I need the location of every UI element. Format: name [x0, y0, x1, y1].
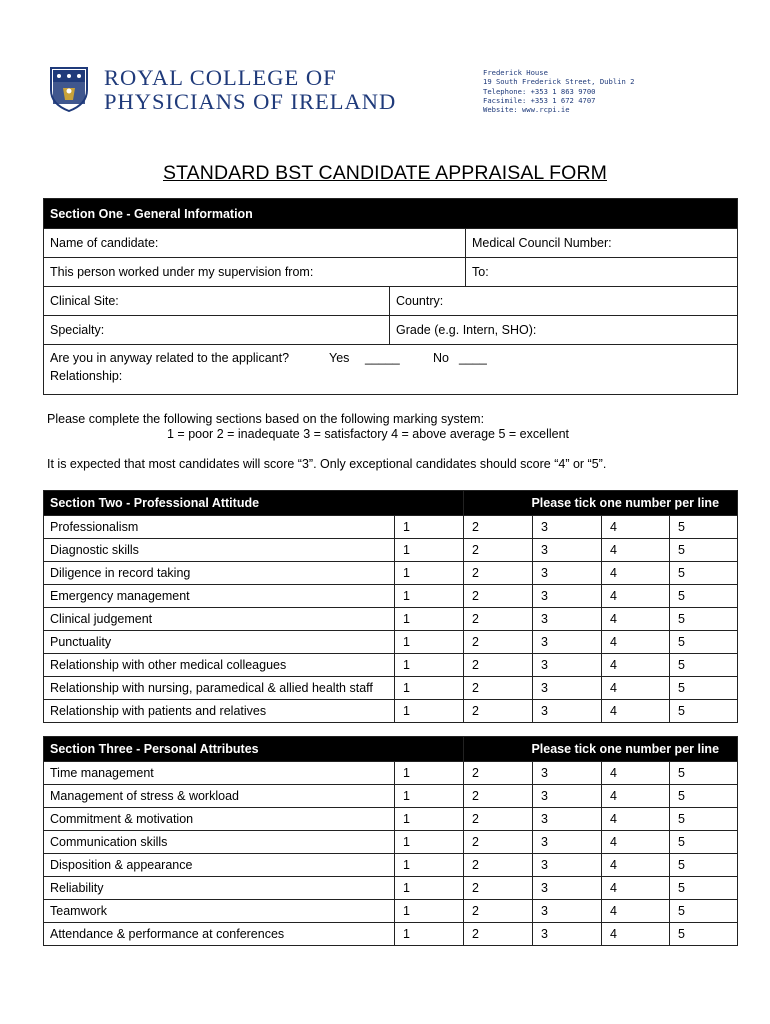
score-option-3[interactable]: 3: [533, 654, 602, 677]
score-option-4[interactable]: 4: [602, 631, 670, 654]
address-line: Website: www.rcpi.ie: [483, 105, 570, 115]
score-option-5[interactable]: 5: [670, 923, 738, 946]
score-option-1[interactable]: 1: [395, 516, 464, 539]
score-option-1[interactable]: 1: [395, 808, 464, 831]
score-option-4[interactable]: 4: [602, 539, 670, 562]
supervision-to-field[interactable]: To:: [466, 258, 738, 287]
score-option-2[interactable]: 2: [464, 608, 533, 631]
address-line: Frederick House: [483, 68, 548, 77]
score-option-4[interactable]: 4: [602, 854, 670, 877]
score-option-2[interactable]: 2: [464, 808, 533, 831]
score-option-3[interactable]: 3: [533, 677, 602, 700]
criterion-label: Diligence in record taking: [44, 562, 395, 585]
score-option-3[interactable]: 3: [533, 539, 602, 562]
score-option-2[interactable]: 2: [464, 762, 533, 785]
score-option-5[interactable]: 5: [670, 585, 738, 608]
tick-instruction: Please tick one number per line: [464, 737, 738, 762]
rating-row: [44, 700, 738, 723]
score-option-5[interactable]: 5: [670, 785, 738, 808]
score-option-5[interactable]: 5: [670, 631, 738, 654]
criterion-label: Professionalism: [44, 516, 395, 539]
score-option-4[interactable]: 4: [602, 877, 670, 900]
yes-label: Yes: [329, 351, 350, 365]
address-line: Telephone: +353 1 863 9700: [483, 86, 596, 96]
score-option-2[interactable]: 2: [464, 877, 533, 900]
rating-row: [44, 608, 738, 631]
score-option-5[interactable]: 5: [670, 562, 738, 585]
score-option-1[interactable]: 1: [395, 700, 464, 723]
score-option-1[interactable]: 1: [395, 539, 464, 562]
score-option-3[interactable]: 3: [533, 562, 602, 585]
college-address: [483, 68, 634, 114]
score-option-4[interactable]: 4: [602, 654, 670, 677]
score-option-4[interactable]: 4: [602, 562, 670, 585]
score-option-5[interactable]: 5: [670, 677, 738, 700]
score-option-3[interactable]: 3: [533, 631, 602, 654]
score-option-5[interactable]: 5: [670, 900, 738, 923]
score-option-2[interactable]: 2: [464, 631, 533, 654]
score-option-1[interactable]: 1: [395, 585, 464, 608]
score-option-4[interactable]: 4: [602, 785, 670, 808]
marking-scale-legend: 1 = poor 2 = inadequate 3 = satisfactory 4 = above average 5 = excellent: [167, 427, 570, 441]
grade-field[interactable]: Grade (e.g. Intern, SHO):: [390, 316, 738, 345]
score-option-3[interactable]: 3: [533, 762, 602, 785]
score-option-1[interactable]: 1: [395, 854, 464, 877]
score-option-5[interactable]: 5: [670, 608, 738, 631]
score-option-3[interactable]: 3: [533, 516, 602, 539]
score-option-1[interactable]: 1: [395, 877, 464, 900]
score-option-2[interactable]: 2: [464, 785, 533, 808]
score-option-2[interactable]: 2: [464, 677, 533, 700]
score-option-1[interactable]: 1: [395, 762, 464, 785]
score-option-3[interactable]: 3: [533, 608, 602, 631]
clinical-site-field[interactable]: Clinical Site:: [44, 287, 390, 316]
score-option-2[interactable]: 2: [464, 585, 533, 608]
score-option-4[interactable]: 4: [602, 585, 670, 608]
score-option-4[interactable]: 4: [602, 900, 670, 923]
criterion-label: Relationship with patients and relatives: [44, 700, 395, 723]
score-option-2[interactable]: 2: [464, 831, 533, 854]
criterion-label: Communication skills: [44, 831, 395, 854]
rating-row: [44, 854, 738, 877]
score-option-4[interactable]: 4: [602, 608, 670, 631]
score-option-1[interactable]: 1: [395, 654, 464, 677]
page-title: STANDARD BST CANDIDATE APPRAISAL FORM: [163, 162, 607, 184]
college-crest-icon: [49, 66, 89, 112]
rating-row: [44, 585, 738, 608]
college-name-line1: ROYAL COLLEGE OF: [104, 65, 337, 90]
criterion-label: Relationship with other medical colleagues: [44, 654, 395, 677]
score-option-4[interactable]: 4: [602, 677, 670, 700]
criterion-label: Clinical judgement: [44, 608, 395, 631]
score-option-2[interactable]: 2: [464, 562, 533, 585]
score-option-2[interactable]: 2: [464, 700, 533, 723]
score-option-5[interactable]: 5: [670, 700, 738, 723]
rating-row: [44, 516, 738, 539]
rating-row: [44, 539, 738, 562]
rating-row: [44, 923, 738, 946]
score-option-4[interactable]: 4: [602, 762, 670, 785]
tick-instruction: Please tick one number per line: [464, 491, 738, 516]
criterion-label: Relationship with nursing, paramedical & allied health staff: [44, 677, 395, 700]
score-option-2[interactable]: 2: [464, 654, 533, 677]
score-option-2[interactable]: 2: [464, 923, 533, 946]
score-option-3[interactable]: 3: [533, 900, 602, 923]
criterion-label: Emergency management: [44, 585, 395, 608]
score-option-1[interactable]: 1: [395, 831, 464, 854]
score-option-4[interactable]: 4: [602, 831, 670, 854]
score-option-4[interactable]: 4: [602, 923, 670, 946]
candidate-name-field[interactable]: Name of candidate:: [44, 229, 466, 258]
rating-row: [44, 562, 738, 585]
rating-row: [44, 677, 738, 700]
no-label: No: [433, 351, 449, 365]
score-option-5[interactable]: 5: [670, 808, 738, 831]
score-option-3[interactable]: 3: [533, 854, 602, 877]
specialty-field[interactable]: Specialty:: [44, 316, 390, 345]
criterion-label: Disposition & appearance: [44, 854, 395, 877]
score-option-5[interactable]: 5: [670, 854, 738, 877]
score-option-3[interactable]: 3: [533, 831, 602, 854]
instructions-line1: Please complete the following sections based on the following marking system:: [47, 412, 485, 426]
score-option-4[interactable]: 4: [602, 808, 670, 831]
yes-answer-blank[interactable]: _____: [365, 351, 400, 365]
score-option-3[interactable]: 3: [533, 700, 602, 723]
score-option-2[interactable]: 2: [464, 539, 533, 562]
score-option-3[interactable]: 3: [533, 808, 602, 831]
criterion-label: Reliability: [44, 877, 395, 900]
criterion-label: Teamwork: [44, 900, 395, 923]
rating-row: [44, 785, 738, 808]
score-option-1[interactable]: 1: [395, 562, 464, 585]
rating-row: [44, 900, 738, 923]
country-field[interactable]: Country:: [390, 287, 738, 316]
criterion-label: Time management: [44, 762, 395, 785]
score-option-4[interactable]: 4: [602, 700, 670, 723]
score-option-5[interactable]: 5: [670, 654, 738, 677]
rating-row: [44, 654, 738, 677]
related-question-row: [44, 345, 738, 367]
score-option-3[interactable]: 3: [533, 877, 602, 900]
criterion-label: Punctuality: [44, 631, 395, 654]
college-name-line2: PHYSICIANS OF IRELAND: [104, 89, 397, 114]
address-line: Facsimile: +353 1 672 4707: [483, 95, 596, 105]
score-option-3[interactable]: 3: [533, 785, 602, 808]
score-option-1[interactable]: 1: [395, 677, 464, 700]
criterion-label: Diagnostic skills: [44, 539, 395, 562]
score-option-3[interactable]: 3: [533, 923, 602, 946]
supervision-from-field[interactable]: This person worked under my supervision from:: [44, 258, 466, 287]
general-information-table: [43, 198, 738, 395]
score-option-2[interactable]: 2: [464, 854, 533, 877]
rating-row: [44, 877, 738, 900]
criterion-label: Commitment & motivation: [44, 808, 395, 831]
section-one-heading: Section One - General Information: [44, 199, 738, 229]
score-option-5[interactable]: 5: [670, 516, 738, 539]
score-option-1[interactable]: 1: [395, 900, 464, 923]
score-option-4[interactable]: 4: [602, 516, 670, 539]
criterion-label: Attendance & performance at conferences: [44, 923, 395, 946]
rating-row: [44, 808, 738, 831]
rating-row: [44, 762, 738, 785]
professional-attitude-table: [43, 490, 738, 723]
score-option-3[interactable]: 3: [533, 585, 602, 608]
score-option-1[interactable]: 1: [395, 785, 464, 808]
personal-attributes-table: [43, 736, 738, 946]
rating-row: [44, 831, 738, 854]
score-option-2[interactable]: 2: [464, 900, 533, 923]
score-option-1[interactable]: 1: [395, 923, 464, 946]
score-option-1[interactable]: 1: [395, 631, 464, 654]
score-option-5[interactable]: 5: [670, 762, 738, 785]
section-three-heading: Section Three - Personal Attributes: [44, 737, 464, 762]
score-option-1[interactable]: 1: [395, 608, 464, 631]
no-answer-blank[interactable]: ____: [459, 351, 487, 365]
related-question: Are you in anyway related to the applicant?: [50, 351, 290, 365]
college-name: [104, 66, 396, 114]
score-option-2[interactable]: 2: [464, 516, 533, 539]
relationship-field[interactable]: Relationship:: [44, 366, 738, 395]
instructions-line3: It is expected that most candidates will score “3”. Only exceptional candidates should score “4” or “5”.: [47, 457, 607, 471]
criterion-label: Management of stress & workload: [44, 785, 395, 808]
address-line: 19 South Frederick Street, Dublin 2: [483, 77, 635, 87]
rating-row: [44, 631, 738, 654]
score-option-5[interactable]: 5: [670, 877, 738, 900]
score-option-5[interactable]: 5: [670, 831, 738, 854]
medical-council-number-field[interactable]: Medical Council Number:: [466, 229, 738, 258]
score-option-5[interactable]: 5: [670, 539, 738, 562]
section-two-heading: Section Two - Professional Attitude: [44, 491, 464, 516]
